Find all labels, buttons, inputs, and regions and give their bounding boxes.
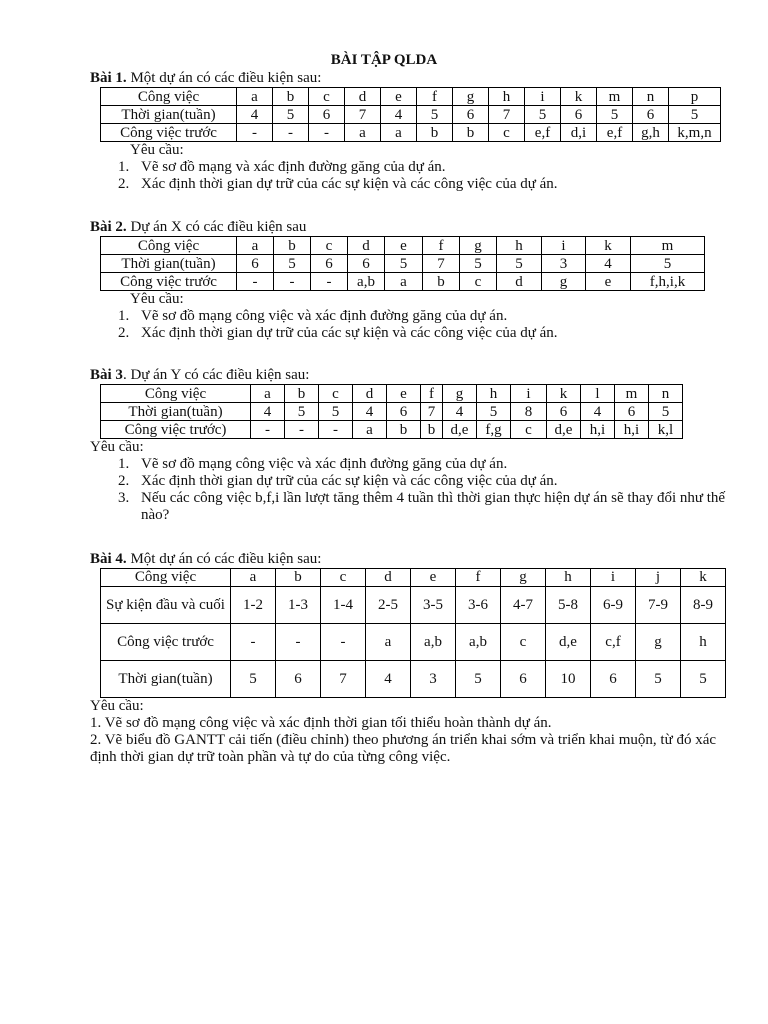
table-cell: g bbox=[443, 385, 477, 403]
table-cell: 5 bbox=[649, 403, 683, 421]
table-cell: b bbox=[273, 88, 309, 106]
row-header-cell: Thời gian(tuần) bbox=[101, 106, 237, 124]
table-cell: g bbox=[542, 273, 586, 291]
exercise-2-requirement: 1. Vẽ sơ đồ mạng công việc và xác định đường găng của dự án. bbox=[133, 308, 740, 325]
table-cell: 1-3 bbox=[276, 587, 321, 624]
table-cell: a bbox=[381, 124, 417, 142]
table-cell: a,b bbox=[456, 624, 501, 661]
exercise-1-requirement: 2. Xác định thời gian dự trữ của các sự kiện và các công việc của dự án. bbox=[133, 176, 740, 193]
table-cell: d,i bbox=[561, 124, 597, 142]
table-cell: 6 bbox=[309, 106, 345, 124]
table-cell: 5 bbox=[460, 255, 497, 273]
table-cell: a bbox=[237, 88, 273, 106]
table-cell: 7 bbox=[423, 255, 460, 273]
table-cell: k bbox=[547, 385, 581, 403]
table-cell: 7 bbox=[489, 106, 525, 124]
exercise-2 bbox=[90, 219, 740, 342]
table-cell: f,g bbox=[477, 421, 511, 439]
table-cell: e,f bbox=[525, 124, 561, 142]
table-row bbox=[101, 88, 721, 106]
table-cell: b bbox=[387, 421, 421, 439]
table-row bbox=[101, 403, 683, 421]
table-cell: f bbox=[417, 88, 453, 106]
row-header-cell: Công việc bbox=[101, 88, 237, 106]
table-cell: 1-2 bbox=[231, 587, 276, 624]
table-cell: d bbox=[345, 88, 381, 106]
exercise-1-requirements bbox=[90, 159, 740, 193]
table-cell: - bbox=[237, 124, 273, 142]
table-cell: - bbox=[273, 124, 309, 142]
table-cell: 6 bbox=[547, 403, 581, 421]
exercise-2-table bbox=[100, 236, 705, 291]
table-cell: 1-4 bbox=[321, 587, 366, 624]
table-cell: 5 bbox=[631, 255, 705, 273]
table-cell: d bbox=[366, 569, 411, 587]
table-cell: c bbox=[460, 273, 497, 291]
table-cell: d bbox=[348, 237, 385, 255]
table-cell: - bbox=[276, 624, 321, 661]
table-cell: 6 bbox=[453, 106, 489, 124]
table-cell: j bbox=[636, 569, 681, 587]
table-cell: m bbox=[615, 385, 649, 403]
exercise-3-label: Bài 3 bbox=[90, 367, 123, 383]
exercise-1 bbox=[90, 70, 740, 193]
table-cell: 2-5 bbox=[366, 587, 411, 624]
table-cell: k bbox=[561, 88, 597, 106]
exercise-3-requirements bbox=[90, 456, 740, 524]
row-header-cell: Công việc trước bbox=[101, 124, 237, 142]
table-cell: 10 bbox=[546, 661, 591, 698]
row-header-cell: Công việc trước) bbox=[101, 421, 251, 439]
table-cell: i bbox=[591, 569, 636, 587]
exercise-1-table bbox=[100, 87, 721, 142]
table-cell: b bbox=[276, 569, 321, 587]
table-cell: f bbox=[456, 569, 501, 587]
row-header-cell: Thời gian(tuần) bbox=[101, 403, 251, 421]
row-header-cell: Công việc bbox=[101, 569, 231, 587]
table-cell: a,b bbox=[348, 273, 385, 291]
table-cell: f bbox=[423, 237, 460, 255]
table-cell: 4 bbox=[586, 255, 631, 273]
table-cell: - bbox=[311, 273, 348, 291]
table-cell: i bbox=[511, 385, 547, 403]
exercise-4-requirements bbox=[90, 698, 740, 766]
row-header-cell: Công việc bbox=[101, 237, 237, 255]
table-cell: 6-9 bbox=[591, 587, 636, 624]
exercise-2-heading bbox=[90, 219, 740, 236]
exercise-1-heading bbox=[90, 70, 740, 87]
row-header-cell: Công việc trước bbox=[101, 624, 231, 661]
table-cell: 5 bbox=[456, 661, 501, 698]
table-cell: - bbox=[319, 421, 353, 439]
table-cell: 8 bbox=[511, 403, 547, 421]
table-cell: f,h,i,k bbox=[631, 273, 705, 291]
table-cell: 3 bbox=[411, 661, 456, 698]
table-row bbox=[101, 661, 726, 698]
table-cell: 5 bbox=[497, 255, 542, 273]
table-cell: b bbox=[274, 237, 311, 255]
table-cell: h bbox=[489, 88, 525, 106]
table-cell: 6 bbox=[237, 255, 274, 273]
table-row bbox=[101, 587, 726, 624]
table-cell: m bbox=[597, 88, 633, 106]
row-header-cell: Công việc trước bbox=[101, 273, 237, 291]
table-cell: n bbox=[633, 88, 669, 106]
table-cell: g,h bbox=[633, 124, 669, 142]
table-cell: 3 bbox=[542, 255, 586, 273]
table-row bbox=[101, 273, 705, 291]
table-cell: 5 bbox=[477, 403, 511, 421]
table-cell: - bbox=[251, 421, 285, 439]
table-cell: 5 bbox=[669, 106, 721, 124]
table-cell: 5 bbox=[525, 106, 561, 124]
table-cell: e bbox=[381, 88, 417, 106]
exercise-1-intro: Một dự án có các điều kiện sau: bbox=[126, 70, 322, 86]
table-cell: a bbox=[237, 237, 274, 255]
exercise-3-requirement-label: Yêu cầu: bbox=[90, 439, 144, 455]
table-cell: 5-8 bbox=[546, 587, 591, 624]
table-cell: d bbox=[353, 385, 387, 403]
table-cell: 6 bbox=[348, 255, 385, 273]
exercise-3-heading bbox=[90, 367, 740, 384]
table-cell: b bbox=[453, 124, 489, 142]
exercise-2-intro: Dự án X có các điều kiện sau bbox=[126, 219, 307, 235]
table-row bbox=[101, 421, 683, 439]
exercise-4-table bbox=[100, 568, 726, 698]
table-cell: 4 bbox=[251, 403, 285, 421]
table-cell: d,e bbox=[443, 421, 477, 439]
table-cell: e bbox=[385, 237, 423, 255]
table-row bbox=[101, 255, 705, 273]
table-row bbox=[101, 106, 721, 124]
table-cell: 6 bbox=[633, 106, 669, 124]
table-cell: b bbox=[423, 273, 460, 291]
exercise-4-label: Bài 4. bbox=[90, 551, 127, 567]
table-cell: b bbox=[421, 421, 443, 439]
table-cell: 6 bbox=[311, 255, 348, 273]
exercise-3 bbox=[90, 367, 740, 524]
exercise-1-label: Bài 1. bbox=[90, 70, 127, 86]
table-cell: l bbox=[581, 385, 615, 403]
table-cell: c bbox=[319, 385, 353, 403]
exercise-3-requirement: 1. Vẽ sơ đồ mạng công việc và xác định đường găng của dự án. bbox=[133, 456, 740, 473]
table-cell: 5 bbox=[274, 255, 311, 273]
table-row bbox=[101, 624, 726, 661]
table-cell: h bbox=[681, 624, 726, 661]
table-cell: k bbox=[681, 569, 726, 587]
table-cell: 5 bbox=[681, 661, 726, 698]
table-cell: 4-7 bbox=[501, 587, 546, 624]
table-cell: 4 bbox=[353, 403, 387, 421]
exercise-2-requirement: 2. Xác định thời gian dự trữ của các sự kiện và các công việc của dự án. bbox=[133, 325, 740, 342]
table-cell: e bbox=[586, 273, 631, 291]
exercise-1-requirement-label: Yêu cầu: bbox=[130, 142, 184, 158]
table-cell: a,b bbox=[411, 624, 456, 661]
table-cell: k,m,n bbox=[669, 124, 721, 142]
table-cell: 5 bbox=[417, 106, 453, 124]
table-cell: 5 bbox=[231, 661, 276, 698]
exercise-3-requirement: 2. Xác định thời gian dự trữ của các sự kiện và các công việc của dự án. bbox=[133, 473, 740, 490]
table-cell: 7 bbox=[421, 403, 443, 421]
table-cell: e,f bbox=[597, 124, 633, 142]
table-cell: - bbox=[231, 624, 276, 661]
row-header-cell: Thời gian(tuần) bbox=[101, 661, 231, 698]
table-cell: 5 bbox=[273, 106, 309, 124]
exercise-4 bbox=[90, 551, 740, 766]
table-cell: k bbox=[586, 237, 631, 255]
table-cell: - bbox=[309, 124, 345, 142]
row-header-cell: Công việc bbox=[101, 385, 251, 403]
table-cell: 4 bbox=[443, 403, 477, 421]
table-cell: g bbox=[460, 237, 497, 255]
table-cell: i bbox=[525, 88, 561, 106]
table-cell: c bbox=[309, 88, 345, 106]
table-cell: 6 bbox=[501, 661, 546, 698]
table-cell: h bbox=[546, 569, 591, 587]
table-cell: c bbox=[321, 569, 366, 587]
exercise-4-intro: Một dự án có các điều kiện sau: bbox=[126, 551, 322, 567]
table-row bbox=[101, 124, 721, 142]
exercise-2-label: Bài 2. bbox=[90, 219, 127, 235]
table-cell: f bbox=[421, 385, 443, 403]
table-cell: d,e bbox=[546, 624, 591, 661]
table-cell: d,e bbox=[547, 421, 581, 439]
table-cell: - bbox=[237, 273, 274, 291]
table-cell: a bbox=[251, 385, 285, 403]
table-cell: i bbox=[542, 237, 586, 255]
table-cell: a bbox=[385, 273, 423, 291]
table-cell: 5 bbox=[319, 403, 353, 421]
table-cell: 3-6 bbox=[456, 587, 501, 624]
table-cell: a bbox=[366, 624, 411, 661]
table-cell: b bbox=[285, 385, 319, 403]
table-cell: c bbox=[511, 421, 547, 439]
table-cell: p bbox=[669, 88, 721, 106]
table-cell: - bbox=[274, 273, 311, 291]
table-cell: h,i bbox=[581, 421, 615, 439]
table-cell: 6 bbox=[387, 403, 421, 421]
table-cell: a bbox=[353, 421, 387, 439]
exercise-3-requirement: 3. Nếu các công việc b,f,i lần lượt tăng thêm 4 tuần thì thời gian thực hiện dự án sẽ thay đổi như thế nào? bbox=[133, 490, 740, 524]
table-cell: 5 bbox=[285, 403, 319, 421]
table-cell: e bbox=[411, 569, 456, 587]
table-cell: 5 bbox=[385, 255, 423, 273]
table-cell: h bbox=[497, 237, 542, 255]
table-cell: - bbox=[285, 421, 319, 439]
exercise-3-table bbox=[100, 384, 683, 439]
table-cell: g bbox=[501, 569, 546, 587]
table-row bbox=[101, 385, 683, 403]
table-cell: 5 bbox=[636, 661, 681, 698]
row-header-cell: Sự kiện đầu và cuối bbox=[101, 587, 231, 624]
table-cell: d bbox=[497, 273, 542, 291]
table-cell: m bbox=[631, 237, 705, 255]
exercise-4-requirement: 2. Vẽ biểu đồ GANTT cải tiến (điều chỉnh) theo phương án triển khai sớm và triển khai muộn, từ đó xác định thời gian dự trữ toàn phần và tự do của từng công việc. bbox=[90, 732, 717, 765]
table-cell: 5 bbox=[597, 106, 633, 124]
table-cell: 8-9 bbox=[681, 587, 726, 624]
table-cell: h bbox=[477, 385, 511, 403]
exercise-4-requirement-label: Yêu cầu: bbox=[90, 698, 144, 714]
table-cell: c bbox=[489, 124, 525, 142]
table-cell: h,i bbox=[615, 421, 649, 439]
table-cell: 7 bbox=[321, 661, 366, 698]
table-cell: 6 bbox=[561, 106, 597, 124]
table-cell: 6 bbox=[591, 661, 636, 698]
table-cell: c bbox=[501, 624, 546, 661]
page-title: BÀI TẬP QLDA bbox=[330, 52, 438, 68]
table-cell: 4 bbox=[381, 106, 417, 124]
table-row bbox=[101, 237, 705, 255]
table-cell: - bbox=[321, 624, 366, 661]
table-cell: 4 bbox=[366, 661, 411, 698]
table-cell: 7-9 bbox=[636, 587, 681, 624]
table-cell: 4 bbox=[581, 403, 615, 421]
table-cell: 6 bbox=[276, 661, 321, 698]
row-header-cell: Thời gian(tuần) bbox=[101, 255, 237, 273]
table-cell: 7 bbox=[345, 106, 381, 124]
table-cell: c,f bbox=[591, 624, 636, 661]
table-cell: g bbox=[453, 88, 489, 106]
exercise-2-requirements bbox=[90, 308, 740, 342]
table-cell: 3-5 bbox=[411, 587, 456, 624]
table-cell: c bbox=[311, 237, 348, 255]
exercise-4-heading bbox=[90, 551, 740, 568]
table-cell: 4 bbox=[237, 106, 273, 124]
exercise-4-requirement: 1. Vẽ sơ đồ mạng công việc và xác định thời gian tối thiểu hoàn thành dự án. bbox=[90, 715, 552, 731]
table-cell: k,l bbox=[649, 421, 683, 439]
exercise-1-requirement: 1. Vẽ sơ đồ mạng và xác định đường găng của dự án. bbox=[133, 159, 740, 176]
exercise-2-requirement-label: Yêu cầu: bbox=[130, 291, 184, 307]
table-cell: e bbox=[387, 385, 421, 403]
exercise-3-intro: . Dự án Y có các điều kiện sau: bbox=[122, 367, 310, 383]
table-cell: n bbox=[649, 385, 683, 403]
table-cell: g bbox=[636, 624, 681, 661]
table-cell: a bbox=[345, 124, 381, 142]
table-cell: a bbox=[231, 569, 276, 587]
table-cell: b bbox=[417, 124, 453, 142]
table-row bbox=[101, 569, 726, 587]
table-cell: 6 bbox=[615, 403, 649, 421]
